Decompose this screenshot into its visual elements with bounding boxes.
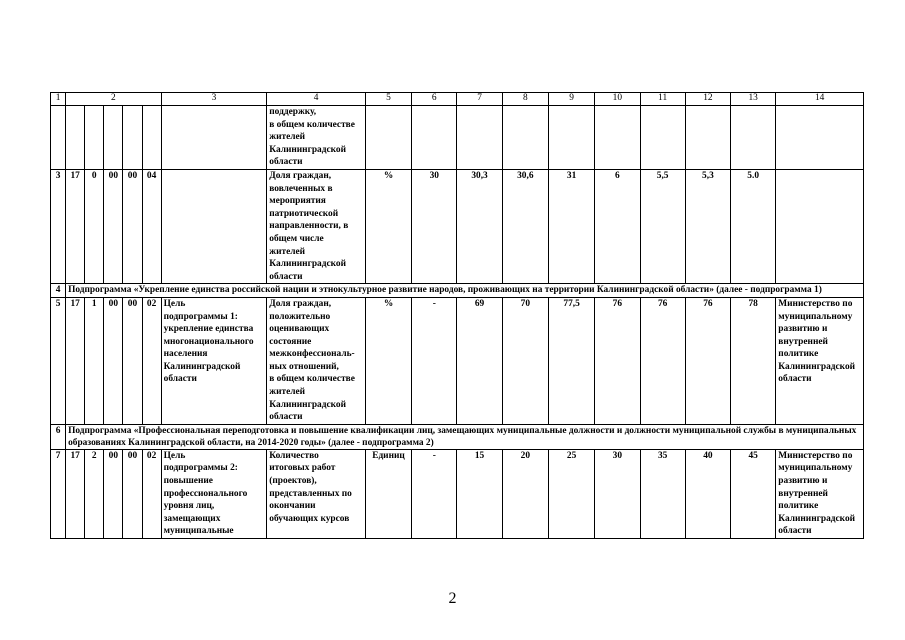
row-number bbox=[51, 106, 66, 170]
value-cell bbox=[548, 106, 594, 170]
code-cell: 17 bbox=[66, 169, 85, 283]
code-cell: 02 bbox=[142, 449, 161, 538]
table-row bbox=[51, 297, 864, 424]
header-cell: 1 bbox=[51, 93, 66, 106]
value-cell: 30 bbox=[412, 169, 457, 283]
header-cell: 10 bbox=[595, 93, 640, 106]
responsible-text: Министерство по муниципальному развитию и внутренней политике Калининградской области bbox=[778, 298, 856, 385]
value-cell bbox=[595, 106, 640, 170]
responsible-cell bbox=[776, 297, 864, 424]
code-cell bbox=[123, 106, 142, 170]
value-cell: 6 bbox=[595, 169, 640, 283]
code-cell bbox=[85, 106, 104, 170]
value-cell: 5,5 bbox=[640, 169, 685, 283]
value-cell bbox=[685, 106, 730, 170]
code-cell: 2 bbox=[85, 449, 104, 538]
indicator-cell bbox=[267, 169, 366, 283]
row-number: 4 bbox=[51, 284, 66, 298]
header-cell: 6 bbox=[412, 93, 457, 106]
indicators-table bbox=[50, 92, 864, 539]
header-cell: 14 bbox=[776, 93, 864, 106]
value-cell: 70 bbox=[502, 297, 548, 424]
value-cell: - bbox=[412, 297, 457, 424]
code-cell bbox=[104, 106, 123, 170]
value-cell: 76 bbox=[685, 297, 730, 424]
page-number: 2 bbox=[448, 590, 457, 607]
value-cell: 78 bbox=[731, 297, 776, 424]
responsible-cell bbox=[776, 106, 864, 170]
code-cell bbox=[142, 106, 161, 170]
subprogram-title: Подпрограмма «Профессиональная переподготовка и повышение квалификации лиц, замещающих муниципальные должности и должности муниципальной службы в муниципальных образованиях Калининградской области, на 2014-2020 годы» (далее - подпрограмма 2) bbox=[66, 424, 864, 449]
value-cell: 5.0 bbox=[731, 169, 776, 283]
header-cell: 13 bbox=[731, 93, 776, 106]
section-row bbox=[51, 284, 864, 298]
goal-text: Цель подпрограммы 2: повышение профессионального уровня лиц, замещающих муниципальные bbox=[163, 450, 248, 537]
value-cell: - bbox=[412, 449, 457, 538]
unit-cell bbox=[365, 106, 411, 170]
value-cell: 40 bbox=[685, 449, 730, 538]
value-cell bbox=[640, 106, 685, 170]
value-cell: 30,3 bbox=[457, 169, 502, 283]
unit-cell: Единиц bbox=[365, 449, 411, 538]
section-row bbox=[51, 424, 864, 449]
header-cell: 3 bbox=[161, 93, 267, 106]
goal-cell bbox=[161, 297, 267, 424]
responsible-text: Министерство по муниципальному развитию и внутренней политике Калининградской области bbox=[778, 450, 856, 537]
goal-cell bbox=[161, 169, 267, 283]
header-cell: 7 bbox=[457, 93, 502, 106]
table-row bbox=[51, 106, 864, 170]
indicator-cell bbox=[267, 106, 366, 170]
value-cell: 30 bbox=[595, 449, 640, 538]
value-cell: 77,5 bbox=[548, 297, 594, 424]
code-cell bbox=[66, 106, 85, 170]
header-cell: 2 bbox=[66, 93, 162, 106]
table-row bbox=[51, 449, 864, 538]
indicator-text: поддержку, в общем количестве жителей Калининградской области bbox=[269, 107, 355, 168]
goal-cell bbox=[161, 449, 267, 538]
row-number: 5 bbox=[51, 297, 66, 424]
header-cell: 11 bbox=[640, 93, 685, 106]
code-cell: 00 bbox=[104, 169, 123, 283]
value-cell: 76 bbox=[595, 297, 640, 424]
code-cell: 00 bbox=[123, 169, 142, 283]
value-cell: 45 bbox=[731, 449, 776, 538]
code-cell: 17 bbox=[66, 297, 85, 424]
header-row bbox=[51, 93, 864, 106]
indicator-text: Доля граждан, вовлеченных в мероприятия патриотической направленности, в общем числе жителей Калининградской области bbox=[269, 170, 349, 282]
unit-cell: % bbox=[365, 297, 411, 424]
value-cell: 5,3 bbox=[685, 169, 730, 283]
code-cell: 00 bbox=[104, 449, 123, 538]
responsible-cell bbox=[776, 449, 864, 538]
code-cell: 17 bbox=[66, 449, 85, 538]
value-cell: 69 bbox=[457, 297, 502, 424]
value-cell: 30,6 bbox=[502, 169, 548, 283]
value-cell bbox=[412, 106, 457, 170]
indicator-cell bbox=[267, 297, 366, 424]
header-cell: 8 bbox=[502, 93, 548, 106]
indicator-text: Количество итоговых работ (проектов), представленных по окончании обучающих курсов bbox=[269, 450, 352, 524]
value-cell: 20 bbox=[502, 449, 548, 538]
code-cell: 02 bbox=[142, 297, 161, 424]
table-row bbox=[51, 169, 864, 283]
indicator-text: Доля граждан, положительно оценивающих состояние межконфессиональ- ных отношений, в общем количестве жителей Калининградской области bbox=[269, 298, 355, 423]
value-cell: 76 bbox=[640, 297, 685, 424]
indicator-cell bbox=[267, 449, 366, 538]
value-cell: 25 bbox=[548, 449, 594, 538]
unit-cell: % bbox=[365, 169, 411, 283]
code-cell: 0 bbox=[85, 169, 104, 283]
code-cell: 00 bbox=[123, 449, 142, 538]
value-cell bbox=[731, 106, 776, 170]
value-cell bbox=[502, 106, 548, 170]
header-cell: 9 bbox=[548, 93, 594, 106]
row-number: 6 bbox=[51, 424, 66, 449]
value-cell bbox=[457, 106, 502, 170]
code-cell: 04 bbox=[142, 169, 161, 283]
value-cell: 15 bbox=[457, 449, 502, 538]
row-number: 3 bbox=[51, 169, 66, 283]
row-number: 7 bbox=[51, 449, 66, 538]
header-cell: 12 bbox=[685, 93, 730, 106]
code-cell: 00 bbox=[123, 297, 142, 424]
header-cell: 5 bbox=[365, 93, 411, 106]
code-cell: 1 bbox=[85, 297, 104, 424]
responsible-cell bbox=[776, 169, 864, 283]
subprogram-title: Подпрограмма «Укрепление единства российской нации и этнокультурное развитие народов, проживающих на территории Калининградской области» (далее - подпрограмма 1) bbox=[66, 284, 864, 298]
goal-text: Цель подпрограммы 1: укрепление единства многонационального населения Калининградской области bbox=[163, 298, 254, 385]
code-cell: 00 bbox=[104, 297, 123, 424]
value-cell: 31 bbox=[548, 169, 594, 283]
goal-cell bbox=[161, 106, 267, 170]
header-cell: 4 bbox=[267, 93, 366, 106]
value-cell: 35 bbox=[640, 449, 685, 538]
